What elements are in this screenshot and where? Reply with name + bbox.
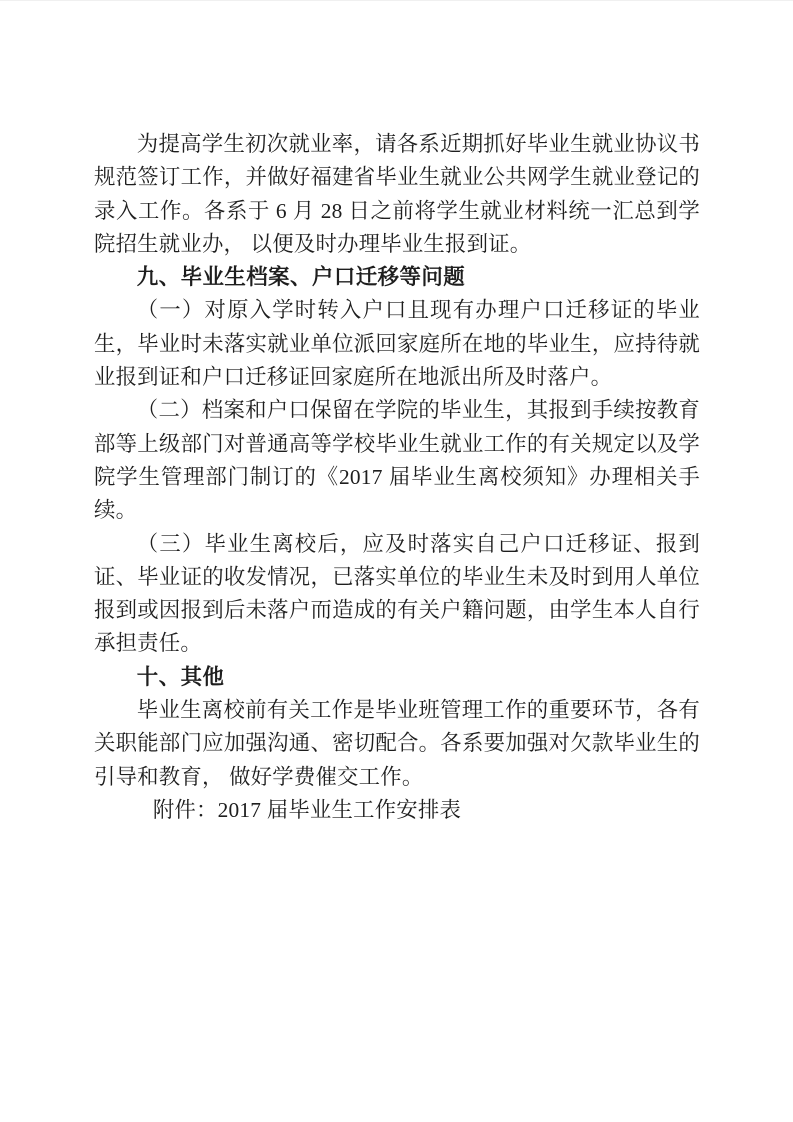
item-2-paragraph: （二）档案和户口保留在学院的毕业生，其报到手续按教育部等上级部门对普通高等学校毕业生就业工作的有关规定以及学院学生管理部门制订的《2017 届毕业生离校须知》办理相关手续。 [94,398,700,523]
section-10-heading: 十、其他 [136,664,225,689]
section-9-heading: 九、毕业生档案、户口迁移等问题 [136,265,466,290]
document-content [94,128,700,827]
intro-paragraph: 为提高学生初次就业率，请各系近期抓好毕业生就业协议书规范签订工作，并做好福建省毕业生就业公共网学生就业登记的录入工作。各系于 6 月 28 日之前将学生就业材料统一汇总到学院招生就业办， 以便及时办理毕业生报到证。 [94,132,700,256]
attachment-line: 附件：2017 届毕业生工作安排表 [152,797,462,822]
item-1-paragraph: （一）对原入学时转入户口且现有办理户口迁移证的毕业生，毕业时未落实就业单位派回家庭所在地的毕业生，应持待就业报到证和户口迁移证回家庭所在地派出所及时落户。 [94,298,700,390]
other-paragraph: 毕业生离校前有关工作是毕业班管理工作的重要环节，各有关职能部门应加强沟通、密切配合。各系要加强对欠款毕业生的引导和教育， 做好学费催交工作。 [94,698,700,789]
item-3-paragraph: （三）毕业生离校后，应及时落实自己户口迁移证、报到证、毕业证的收发情况，已落实单位的毕业生未及时到用人单位报到或因报到后未落户而造成的有关户籍问题，由学生本人自行承担责任。 [94,531,700,656]
